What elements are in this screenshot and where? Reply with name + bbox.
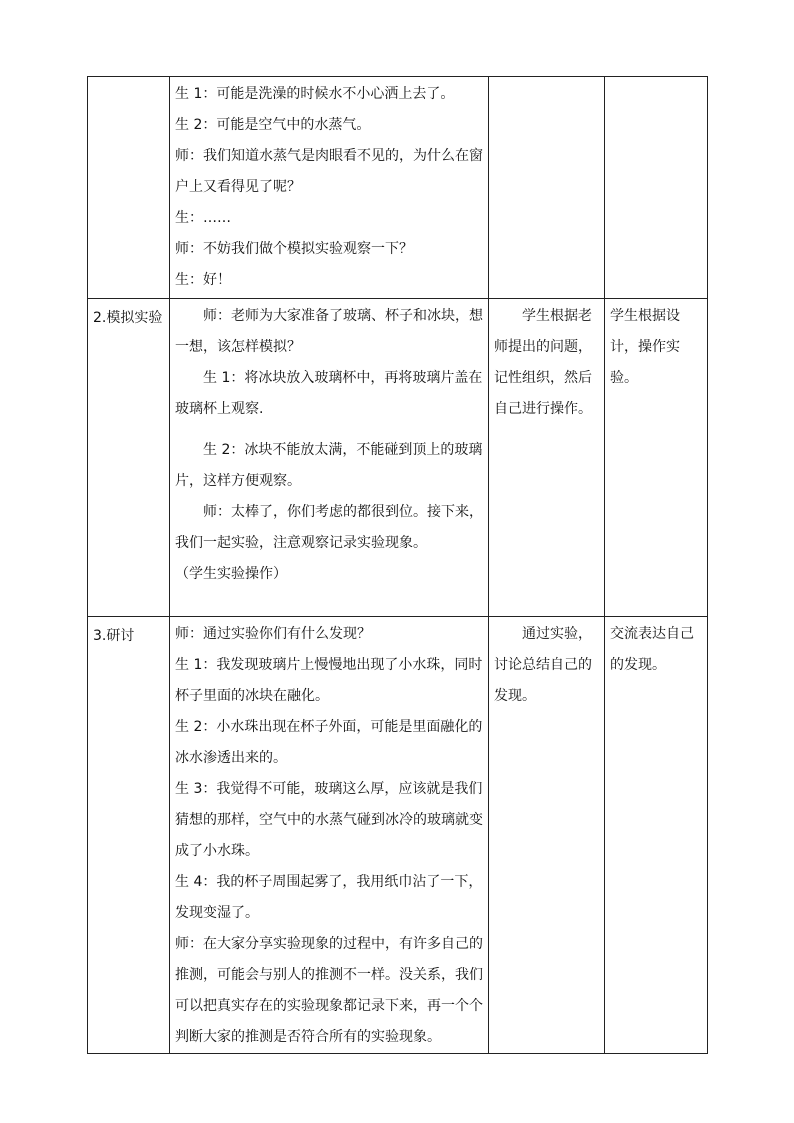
dialogue-line: 师：通过实验你们有什么发现？ [175,626,371,642]
dialogue-line: 师：不妨我们做个模拟实验观察一下？ [175,241,413,257]
dialogue-line: 生 2：小水珠出现在杯子外面，可能是里面融化的冰水渗透出来的。 [175,719,483,766]
stage-label: 2.模拟实验 [93,310,163,326]
activity-cell [605,299,708,617]
dialogue-line: 生 1：将冰块放入玻璃杯中，再将玻璃片盖在玻璃杯上观察. [175,370,483,417]
design-text: 通过实验，讨论总结自己的发现。 [494,626,592,704]
table-row [88,299,708,617]
dialogue-line: （学生实验操作） [175,566,287,582]
stage-label: 3.研讨 [93,628,135,644]
activity-text: 学生根据设计，操作实验。 [610,308,680,386]
lesson-plan-table [87,76,708,1054]
dialogue-line: 生：…… [175,210,231,226]
activity-cell [605,77,708,299]
dialogue-line: 生 2：可能是空气中的水蒸气。 [175,117,371,133]
table-row [88,77,708,299]
stage-cell [88,77,170,299]
design-text: 学生根据老师提出的问题，记性组织，然后自己进行操作。 [494,308,592,417]
dialogue-line: 生 4：我的杯子周围起雾了，我用纸巾沾了一下，发现变湿了。 [175,874,483,921]
activity-cell [605,617,708,1054]
design-cell [489,617,605,1054]
dialogue-line: 生 2：冰块不能放太满，不能碰到顶上的玻璃片，这样方便观察。 [175,442,483,489]
dialogue-line: 师：太棒了，你们考虑的都很到位。接下来，我们一起实验，注意观察记录实验现象。 [175,504,483,551]
dialogue-cell [170,299,489,617]
dialogue-cell [170,77,489,299]
stage-cell [88,617,170,1054]
dialogue-line: 生：好！ [175,272,231,288]
dialogue-line: 生 1：我发现玻璃片上慢慢地出现了小水珠，同时杯子里面的冰块在融化。 [175,657,483,704]
dialogue-line: 生 1：可能是洗澡的时候水不小心洒上去了。 [175,86,455,102]
dialogue-line: 师：我们知道水蒸气是肉眼看不见的，为什么在窗户上又看得见了呢？ [175,148,483,195]
activity-text: 交流表达自己的发现。 [610,626,694,673]
dialogue-cell [170,617,489,1054]
table-row [88,617,708,1054]
design-cell [489,77,605,299]
dialogue-line: 生 3：我觉得不可能，玻璃这么厚，应该就是我们猜想的那样，空气中的水蒸气碰到冰冷的玻璃就变成了小水珠。 [175,781,483,859]
stage-cell [88,299,170,617]
design-cell [489,299,605,617]
dialogue-line: 师：在大家分享实验现象的过程中，有许多自己的推测，可能会与别人的推测不一样。没关系，我们可以把真实存在的实验现象都记录下来，再一个个判断大家的推测是否符合所有的实验现象。 [175,936,483,1045]
dialogue-line: 师：老师为大家准备了玻璃、杯子和冰块，想一想，该怎样模拟？ [175,308,483,355]
